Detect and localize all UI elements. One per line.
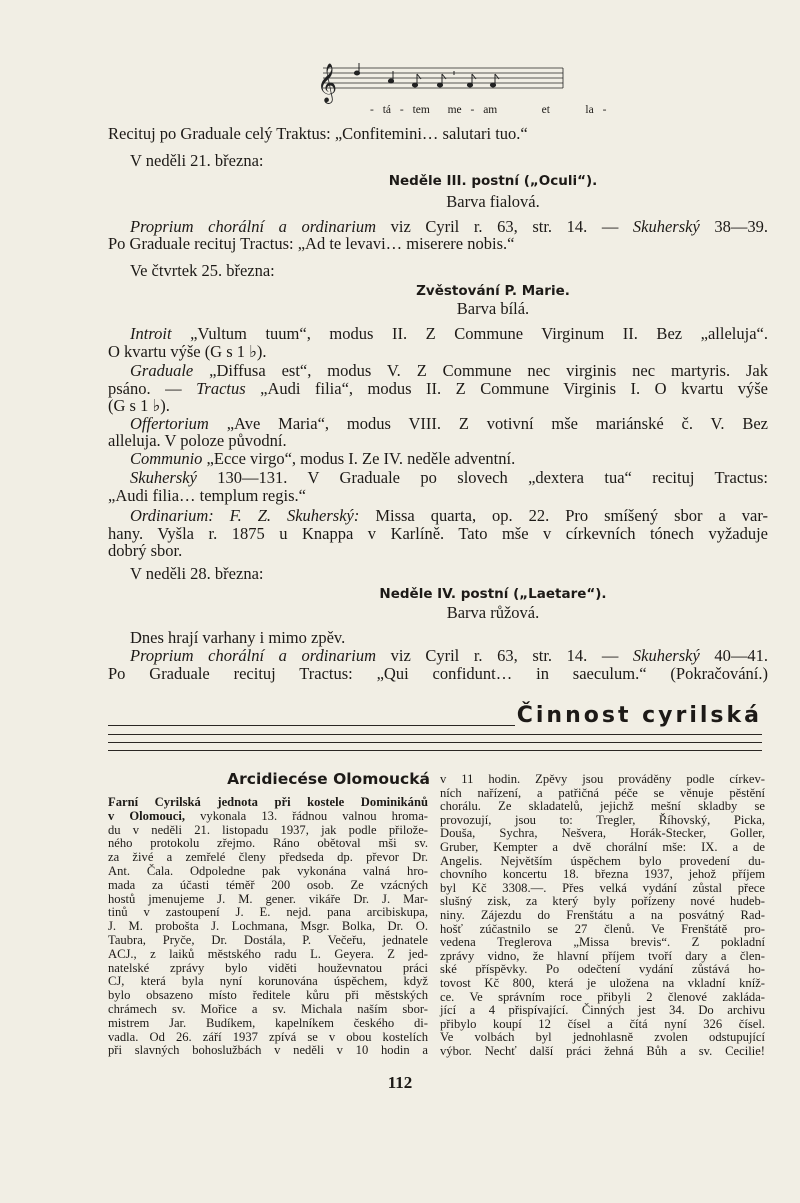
text-segment: niny. Zájezdu do Frenštátu a na posvátný Rad- bbox=[440, 908, 765, 922]
text-segment: Recituj po Graduale celý Traktus: „Confitemini… salutari tuo.“ bbox=[108, 124, 528, 143]
text-segment: Zvěstování P. Marie. bbox=[416, 283, 570, 299]
text-segment: Barva růžová. bbox=[446, 603, 540, 622]
text-line bbox=[440, 1017, 765, 1031]
text-line bbox=[218, 300, 768, 318]
text-line bbox=[440, 1003, 765, 1017]
text-line bbox=[108, 823, 428, 837]
text-line bbox=[440, 867, 765, 881]
text-segment: Po Graduale recituj Tractus: „Ad te levavi… miserere nobis.“ bbox=[108, 234, 515, 253]
text-line bbox=[108, 919, 428, 933]
text-segment: 130—131. V Graduale po slovech „dextera tua“ recituj Tractus: bbox=[196, 468, 768, 487]
text-segment: vedena Treglerova „Missa brevis“. Z pokladní bbox=[440, 935, 765, 950]
music-lyrics: - tá - tem me - am et la - bbox=[370, 104, 607, 116]
text-line bbox=[130, 262, 275, 280]
text-line bbox=[130, 152, 263, 170]
text-line bbox=[108, 1016, 428, 1030]
text-line bbox=[108, 125, 528, 143]
text-segment: byl Kč 3308.—. Přes velká vydání zůstal přece bbox=[440, 880, 765, 895]
text-segment: Ve čtvrtek 25. března: bbox=[130, 261, 275, 280]
text-segment: vykonala 13. řádnou valnou hroma- bbox=[185, 808, 428, 823]
text-line bbox=[440, 772, 765, 786]
text-line bbox=[440, 990, 765, 1004]
text-segment: provozují, jsou to: Tregler, Říhovský, Picka, bbox=[440, 812, 765, 827]
text-segment: 40—41. bbox=[699, 646, 768, 665]
page-number: 112 bbox=[387, 1073, 413, 1092]
text-segment: Neděle IV. postní („Laetare“). bbox=[379, 586, 607, 602]
text-line bbox=[108, 892, 428, 906]
text-segment: chrámech sv. Mořice a sv. Michala naším sbor- bbox=[108, 1002, 428, 1016]
text-line bbox=[130, 362, 768, 380]
notes bbox=[354, 63, 499, 87]
text-segment: vadla. Od 26. září 1937 zpívá se v obou kostelích bbox=[108, 1029, 428, 1044]
text-segment: Barva fialová. bbox=[446, 192, 540, 211]
text-line bbox=[440, 962, 765, 976]
text-segment: ného protokolu zřejmo. Ráno obětoval mši sv. bbox=[108, 836, 428, 851]
bold-text: Farní Cyrilská jednota při kostele Dominikánů bbox=[108, 795, 428, 809]
text-line bbox=[108, 809, 428, 823]
day-heading bbox=[218, 282, 768, 300]
text-line bbox=[108, 1030, 428, 1044]
text-line bbox=[108, 933, 428, 947]
text-segment: natelské zprávy bylo viděti houževnatou práci bbox=[108, 960, 428, 975]
text-segment: hostů jmenujeme J. M. gener. vikáře Dr. J. Mar- bbox=[108, 891, 428, 906]
rule-line bbox=[108, 750, 762, 751]
text-line bbox=[440, 908, 765, 922]
text-line bbox=[130, 565, 263, 583]
text-segment: chovního koncertu 18. března 1937, jehož příjem bbox=[440, 867, 765, 882]
text-segment: (G s 1 ♭). bbox=[108, 396, 170, 415]
day-heading bbox=[218, 585, 768, 603]
text-line bbox=[218, 604, 768, 622]
text-segment: Po Graduale recituj Tractus: „Qui confidunt… in saeculum.“ (Pokračování.) bbox=[108, 664, 768, 683]
text-line bbox=[440, 840, 765, 854]
text-segment: Dnes hrají varhany i mimo zpěv. bbox=[130, 628, 346, 647]
text-segment: „Audi filia“, modus II. Z Commune Virginis I. O kvartu výše bbox=[245, 379, 768, 398]
text-line bbox=[440, 1030, 765, 1044]
text-line bbox=[108, 235, 514, 253]
italic-text: Skuherský bbox=[632, 646, 700, 665]
text-segment: O kvartu výše (G s 1 ♭). bbox=[108, 342, 267, 361]
text-line bbox=[108, 343, 267, 361]
text-segment: „Ecce virgo“, modus I. Ze IV. neděle adventní. bbox=[202, 449, 516, 468]
text-segment: tinů v zastoupení J. E. nejd. pana arcibiskupa, bbox=[108, 905, 428, 920]
text-line bbox=[108, 542, 182, 560]
text-line bbox=[108, 974, 428, 988]
text-line bbox=[108, 905, 428, 919]
text-line bbox=[108, 961, 428, 975]
text-line bbox=[108, 380, 768, 398]
text-segment: „Ave Maria“, modus VIII. Z votivní mše mariánské č. V. Bez bbox=[208, 414, 768, 433]
text-line bbox=[440, 922, 765, 936]
text-line bbox=[108, 836, 428, 850]
text-segment: zprávy vidno, že hlavní příjem tvoří dary a člen- bbox=[440, 948, 765, 963]
text-line bbox=[108, 1043, 428, 1057]
text-segment: výbor. Nechť další práci žehná Bůh a sv. Cecilie! bbox=[440, 1044, 765, 1058]
text-segment: Ant. Čala. Odpoledne pak vykonána valná hro- bbox=[108, 864, 428, 878]
text-segment: ské příspěvky. Po odečtení vydání zůstává ho- bbox=[440, 962, 765, 977]
text-line bbox=[440, 786, 765, 800]
text-segment: „Audi filia… templum regis.“ bbox=[108, 486, 306, 505]
text-line bbox=[440, 799, 765, 813]
text-segment: hany. Vyšla r. 1875 u Knappa v Karlíně. Tato mše v církevních tónech vyžaduje bbox=[108, 524, 768, 543]
italic-text: Tractus bbox=[196, 379, 246, 398]
italic-text: Communio bbox=[130, 449, 203, 468]
text-line bbox=[130, 647, 768, 665]
text-segment: tovost Kč 800, která je uložena na vkladní kníž- bbox=[440, 976, 765, 990]
italic-text: Ordinarium: F. Z. Skuherský: bbox=[130, 506, 360, 525]
text-segment: při slavných bohoslužbách v neděli v 10 hodin a bbox=[108, 1043, 428, 1058]
text-line bbox=[440, 935, 765, 949]
text-line bbox=[108, 665, 768, 683]
text-segment: v 11 hodin. Zpěvy jsou prováděny podle církev- bbox=[440, 772, 765, 786]
text-line bbox=[440, 826, 765, 840]
text-segment: alleluja. V poloze původní. bbox=[108, 431, 287, 450]
music-notation bbox=[315, 60, 565, 106]
text-line bbox=[440, 813, 765, 827]
text-line bbox=[440, 1044, 765, 1058]
text-line bbox=[108, 878, 428, 892]
italic-text: Skuherský bbox=[632, 217, 700, 236]
rule-line bbox=[108, 742, 762, 743]
text-segment: Gruber, Kempter a dvě chorální mše: IX. a de bbox=[440, 840, 765, 854]
text-segment: Barva bílá. bbox=[456, 299, 530, 318]
text-segment: hošť zúčastnilo se 27 členů. Ve Frenštátě pro- bbox=[440, 921, 765, 936]
rule-line bbox=[108, 734, 762, 735]
text-segment: CJ, která byla nyní korunována úspěchem, když bbox=[108, 974, 428, 989]
text-line bbox=[440, 854, 765, 868]
text-line bbox=[130, 450, 515, 468]
text-line bbox=[440, 949, 765, 963]
text-segment: V neděli 21. března: bbox=[130, 151, 264, 170]
text-line bbox=[440, 881, 765, 895]
italic-text: Skuherský bbox=[130, 468, 197, 487]
text-line bbox=[108, 487, 306, 505]
text-segment: viz Cyril r. 63, str. 14. — bbox=[376, 217, 633, 236]
text-segment: ce. Ve správním roce přibyli 2 členové zakláda- bbox=[440, 989, 765, 1004]
text-segment: J. M. probošta J. Lochmana, Msgr. Bolka, Dr. O. bbox=[108, 919, 428, 934]
text-line bbox=[440, 894, 765, 908]
text-line bbox=[130, 507, 768, 525]
text-segment: bylo obsazeno místo ředitele kůru při městských bbox=[108, 988, 428, 1003]
day-heading bbox=[218, 172, 768, 190]
text-segment: 38—39. bbox=[699, 217, 768, 236]
text-segment: Douša, Sychra, Nešvera, Horák-Stecker, Goller, bbox=[440, 826, 765, 841]
text-segment: V neděli 28. března: bbox=[130, 564, 264, 583]
section-title: Činnost cyrilská bbox=[516, 703, 762, 728]
text-segment: chorálu. Ze skladatelů, jejichž mešní skladby se bbox=[440, 799, 765, 814]
column-heading: Arcidiecése Olomoucká bbox=[227, 770, 430, 788]
text-segment: psáno. — bbox=[108, 379, 197, 398]
text-line bbox=[108, 947, 428, 961]
text-line bbox=[108, 432, 287, 450]
text-segment: „Diffusa est“, modus V. Z Commune nec virginis nec martyris. Jak bbox=[193, 361, 768, 380]
text-segment: Angelis. Největším úspěchem bylo provedení du- bbox=[440, 853, 765, 868]
text-line bbox=[218, 193, 768, 211]
text-segment: ních nařízení, a patřičná péče se věnuje pěstění bbox=[440, 785, 765, 800]
text-segment: přibylo koupí 12 čísel a čítá nyní 326 čísel. bbox=[440, 1016, 765, 1031]
text-line bbox=[108, 864, 428, 878]
text-line bbox=[130, 325, 768, 343]
text-segment: Neděle III. postní („Oculi“). bbox=[388, 173, 598, 189]
text-segment: Ve volbách byl jednohlasně zvolen odstupující bbox=[440, 1030, 765, 1045]
italic-text: Introit bbox=[130, 324, 172, 343]
text-segment: mada za účasti téměř 200 osob. Ze vzácných bbox=[108, 877, 428, 892]
text-line bbox=[108, 850, 428, 864]
text-segment: za živé a zemřelé členy předseda dp. převor Dr. bbox=[108, 850, 428, 865]
text-segment: Missa quarta, op. 22. Pro smíšený sbor a var- bbox=[359, 506, 769, 525]
text-line bbox=[108, 525, 768, 543]
text-segment: du v neděli 21. listopadu 1937, jak podle přilože- bbox=[108, 822, 428, 837]
text-segment: ACJ., z laiků městského radu L. Geyera. Z jed- bbox=[108, 946, 428, 961]
italic-text: Proprium chorální a ordinarium bbox=[130, 646, 377, 665]
text-line bbox=[108, 1002, 428, 1016]
text-line bbox=[130, 469, 768, 487]
text-line bbox=[440, 976, 765, 990]
text-segment: jící a 4 přispívající. Činných jest 34. Do archivu bbox=[440, 1003, 765, 1018]
text-segment: dobrý sbor. bbox=[108, 541, 183, 560]
text-segment: „Vultum tuum“, modus II. Z Commune Virginum II. Bez „alleluja“. bbox=[171, 324, 768, 343]
italic-text: Graduale bbox=[130, 361, 194, 380]
text-segment: viz Cyril r. 63, str. 14. — bbox=[376, 646, 633, 665]
text-segment: mistrem Jar. Budíkem, kapelníkem českého di- bbox=[108, 1015, 428, 1030]
text-line bbox=[108, 397, 170, 415]
bold-text: v Olomouci, bbox=[108, 808, 186, 823]
text-line bbox=[108, 795, 428, 809]
text-segment: slušný zisk, za který byly pořízeny nové hudeb- bbox=[440, 894, 765, 909]
text-line bbox=[130, 629, 345, 647]
text-segment: Taubra, Pryče, Dr. Dostála, P. Večeřu, jednatele bbox=[108, 933, 428, 947]
treble-clef-icon: 𝄞 bbox=[317, 63, 338, 103]
text-line bbox=[108, 988, 428, 1002]
italic-text: Offertorium bbox=[130, 414, 209, 433]
italic-text: Proprium chorální a ordinarium bbox=[130, 217, 377, 236]
